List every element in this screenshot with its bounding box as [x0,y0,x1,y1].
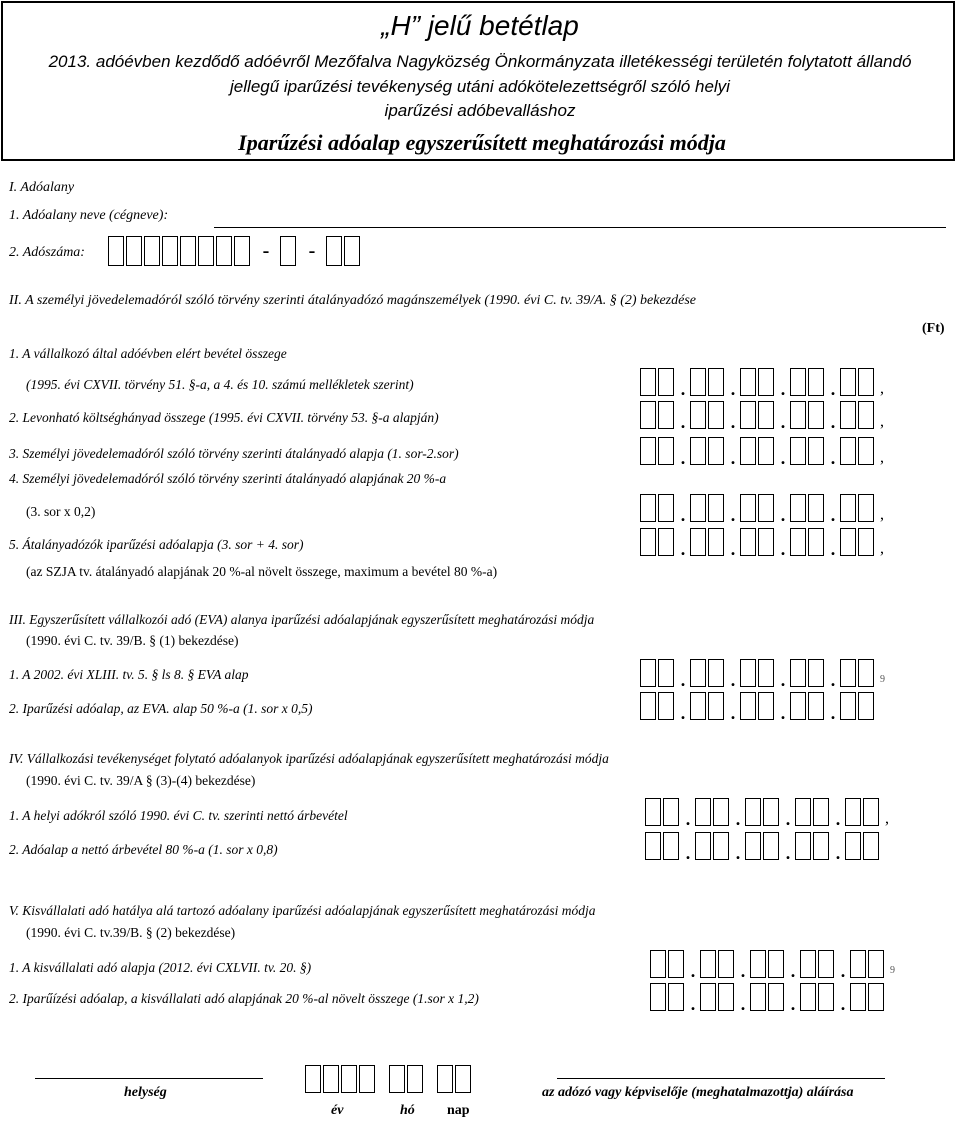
tax-id-digit-box[interactable] [216,236,232,266]
section-3-title: III. Egyszerűsített vállalkozói adó (EVA) alanya iparűzési adóalapjának egyszerűsített meghatározási módja [9,612,595,627]
amount-digit-box[interactable] [845,832,861,860]
thousands-separator: . [830,505,836,525]
decimal-comma: , [885,810,889,827]
amount-digit-box[interactable] [658,401,674,429]
amount-digit-box[interactable] [668,950,684,978]
thousands-separator: . [730,448,736,468]
thousands-separator: . [680,379,686,399]
tax-id-label: 2. Adószáma: [9,245,85,260]
amount-digit-box[interactable] [768,983,784,1011]
taxpayer-name-label: 1. Adóalany neve (cégneve): [9,208,169,223]
decimal-comma: , [880,506,884,523]
amount-digit-box[interactable] [790,528,806,556]
thousands-separator: . [740,961,746,981]
amount-digit-box[interactable] [858,659,874,687]
thousands-separator: . [830,703,836,723]
amount-digit-box[interactable] [790,368,806,396]
thousands-separator: . [735,809,741,829]
amount-digit-box[interactable] [818,983,834,1011]
thousands-separator: . [785,809,791,829]
amount-digit-box[interactable] [758,494,774,522]
year-digit-box[interactable] [341,1065,357,1093]
amount-digit-box[interactable] [650,983,666,1011]
thousands-separator: . [785,843,791,863]
thousands-separator: . [840,994,846,1014]
amount-digit-box[interactable] [740,368,756,396]
s3-row-2-amount[interactable] [640,692,876,723]
s5-row-1-label: 1. A kisvállalati adó alapja (2012. évi CXLVII. tv. 20. §) [9,960,312,975]
amount-digit-box[interactable] [868,950,884,978]
year-digit-box[interactable] [359,1065,375,1093]
amount-digit-box[interactable] [640,528,656,556]
s2-row-3-amount[interactable] [640,437,884,468]
year-label: év [331,1103,344,1118]
place-field[interactable] [35,1078,263,1079]
s5-row-1-amount[interactable] [650,950,895,981]
amount-digit-box[interactable] [858,401,874,429]
tax-id-digit-box[interactable] [326,236,342,266]
amount-digit-box[interactable] [708,528,724,556]
decimal-comma: , [880,380,884,397]
amount-digit-box[interactable] [740,659,756,687]
s2-row-1-note: (1995. évi CXVII. törvény 51. §-a, a 4. és 10. számú mellékletek szerint) [26,377,414,392]
thousands-separator: . [790,961,796,981]
tax-id-dash: - [308,239,316,262]
header-line-2: jellegű iparűzési tevékenység utáni adókötelezettségről szóló helyi [230,77,730,96]
s2-row-4-note: (3. sor x 0,2) [26,504,96,519]
tax-id-digit-box[interactable] [180,236,196,266]
amount-digit-box[interactable] [840,437,856,465]
thousands-separator: . [730,670,736,690]
amount-digit-box[interactable] [818,950,834,978]
s2-row-5-label: 5. Átalányadózók iparűzési adóalapja (3. sor + 4. sor) [9,537,304,552]
tax-id-digit-box[interactable] [162,236,178,266]
currency-unit: (Ft) [922,321,945,336]
signature-field[interactable] [557,1078,885,1079]
amount-digit-box[interactable] [845,798,861,826]
s2-row-1-label: 1. A vállalkozó által adóévben elért bevétel összege [9,346,287,361]
amount-digit-box[interactable] [740,692,756,720]
date-boxes[interactable] [305,1065,473,1093]
decimal-comma: , [880,449,884,466]
amount-digit-box[interactable] [658,528,674,556]
thousands-separator: . [730,505,736,525]
amount-digit-box[interactable] [713,832,729,860]
amount-digit-box[interactable] [868,983,884,1011]
amount-digit-box[interactable] [790,659,806,687]
thousands-separator: . [680,505,686,525]
thousands-separator: . [740,994,746,1014]
amount-digit-box[interactable] [763,798,779,826]
amount-digit-box[interactable] [650,950,666,978]
amount-digit-box[interactable] [808,528,824,556]
thousands-separator: . [780,539,786,559]
day-label: nap [447,1103,470,1118]
tax-id-digit-box[interactable] [126,236,142,266]
s2-row-4-label: 4. Személyi jövedelemadóról szóló törvény szerinti átalányadó alapjának 20 %-a [9,471,447,486]
s3-row-1-label: 1. A 2002. évi XLIII. tv. 5. § ls 8. § EVA alap [9,667,249,682]
amount-digit-box[interactable] [658,659,674,687]
amount-digit-box[interactable] [645,832,661,860]
amount-digit-box[interactable] [813,832,829,860]
month-label: hó [400,1103,415,1118]
amount-digit-box[interactable] [658,692,674,720]
amount-digit-box[interactable] [840,659,856,687]
amount-digit-box[interactable] [808,692,824,720]
thousands-separator: . [730,703,736,723]
section-4-title: IV. Vállalkozási tevékenységet folytató adóalanyok iparűzési adóalapjának egyszerűsített meghatározási módja [9,751,609,766]
amount-digit-box[interactable] [640,368,656,396]
s2-row-4-amount[interactable] [640,494,884,525]
thousands-separator: . [830,412,836,432]
thousands-separator: . [730,412,736,432]
tax-id-boxes[interactable] [108,236,362,266]
thousands-separator: . [835,843,841,863]
s4-row-1-amount[interactable] [645,798,889,829]
thousands-separator: . [780,379,786,399]
amount-digit-box[interactable] [858,368,874,396]
amount-digit-box[interactable] [858,437,874,465]
amount-digit-box[interactable] [850,950,866,978]
amount-digit-box[interactable] [795,832,811,860]
form-title: „H” jelű betétlap [381,10,579,41]
s4-row-2-amount[interactable] [645,832,881,863]
tax-id-digit-box[interactable] [344,236,360,266]
thousands-separator: . [680,448,686,468]
amount-digit-box[interactable] [658,494,674,522]
amount-digit-box[interactable] [695,798,711,826]
section-4-subtitle: (1990. évi C. tv. 39/A § (3)-(4) bekezdése) [26,773,256,788]
thousands-separator: . [830,379,836,399]
amount-digit-box[interactable] [668,983,684,1011]
tax-id-digit-box[interactable] [234,236,250,266]
amount-digit-box[interactable] [708,437,724,465]
section-5-title: V. Kisvállalati adó hatálya alá tartozó adóalany iparűzési adóalapjának egyszerűsített meghatározási módja [9,903,596,918]
s2-row-5-amount[interactable] [640,528,884,559]
amount-digit-box[interactable] [800,983,816,1011]
amount-digit-box[interactable] [790,692,806,720]
amount-digit-box[interactable] [858,494,874,522]
amount-digit-box[interactable] [808,368,824,396]
end-mark: 9 [890,965,895,976]
amount-digit-box[interactable] [758,659,774,687]
amount-digit-box[interactable] [663,832,679,860]
thousands-separator: . [780,670,786,690]
thousands-separator: . [780,448,786,468]
amount-digit-box[interactable] [740,401,756,429]
amount-digit-box[interactable] [700,950,716,978]
place-label: helység [124,1085,167,1100]
amount-digit-box[interactable] [708,401,724,429]
section-1-title: I. Adóalany [9,180,75,195]
amount-digit-box[interactable] [808,437,824,465]
thousands-separator: . [690,961,696,981]
day-digit-box[interactable] [455,1065,471,1093]
amount-digit-box[interactable] [708,494,724,522]
tax-id-digit-box[interactable] [108,236,124,266]
s3-row-1-amount[interactable] [640,659,885,690]
end-mark: 9 [880,674,885,685]
thousands-separator: . [830,670,836,690]
amount-digit-box[interactable] [708,659,724,687]
thousands-separator: . [835,809,841,829]
s2-row-2-label: 2. Levonható költséghányad összege (1995. évi CXVII. törvény 53. §-a alapján) [9,410,439,425]
thousands-separator: . [680,539,686,559]
month-digit-box[interactable] [407,1065,423,1093]
amount-digit-box[interactable] [758,401,774,429]
amount-digit-box[interactable] [645,798,661,826]
amount-digit-box[interactable] [840,368,856,396]
s2-row-2-amount[interactable] [640,401,884,432]
amount-digit-box[interactable] [708,692,724,720]
thousands-separator: . [690,994,696,1014]
thousands-separator: . [780,412,786,432]
amount-digit-box[interactable] [640,494,656,522]
tax-id-digit-box[interactable] [144,236,160,266]
header-line-3: iparűzési adóbevalláshoz [384,101,576,120]
amount-digit-box[interactable] [813,798,829,826]
tax-id-dash: - [262,239,270,262]
amount-digit-box[interactable] [795,798,811,826]
s2-row-3-label: 3. Személyi jövedelemadóról szóló törvény szerinti átalányadó alapja (1. sor-2.sor) [9,446,459,461]
amount-digit-box[interactable] [745,798,761,826]
year-digit-box[interactable] [305,1065,321,1093]
amount-digit-box[interactable] [718,983,734,1011]
thousands-separator: . [735,843,741,863]
thousands-separator: . [780,505,786,525]
amount-digit-box[interactable] [740,494,756,522]
amount-digit-box[interactable] [718,950,734,978]
day-digit-box[interactable] [437,1065,453,1093]
amount-digit-box[interactable] [840,494,856,522]
amount-digit-box[interactable] [758,368,774,396]
amount-digit-box[interactable] [690,659,706,687]
year-digit-box[interactable] [323,1065,339,1093]
thousands-separator: . [680,703,686,723]
amount-digit-box[interactable] [745,832,761,860]
amount-digit-box[interactable] [750,950,766,978]
amount-digit-box[interactable] [690,401,706,429]
s4-row-2-label: 2. Adóalap a nettó árbevétel 80 %-a (1. sor x 0,8) [9,842,278,857]
amount-digit-box[interactable] [690,494,706,522]
amount-digit-box[interactable] [750,983,766,1011]
amount-digit-box[interactable] [808,659,824,687]
amount-digit-box[interactable] [640,437,656,465]
amount-digit-box[interactable] [858,692,874,720]
amount-digit-box[interactable] [790,437,806,465]
amount-digit-box[interactable] [790,494,806,522]
s3-row-2-label: 2. Iparűzési adóalap, az EVA. alap 50 %-a (1. sor x 0,5) [9,701,313,716]
s4-row-1-label: 1. A helyi adókról szóló 1990. évi C. tv. szerinti nettó árbevétel [9,808,348,823]
amount-digit-box[interactable] [758,692,774,720]
thousands-separator: . [830,539,836,559]
amount-digit-box[interactable] [658,368,674,396]
amount-digit-box[interactable] [763,832,779,860]
thousands-separator: . [685,809,691,829]
amount-digit-box[interactable] [863,832,879,860]
thousands-separator: . [685,843,691,863]
amount-digit-box[interactable] [840,528,856,556]
amount-digit-box[interactable] [863,798,879,826]
amount-digit-box[interactable] [758,437,774,465]
amount-digit-box[interactable] [808,494,824,522]
amount-digit-box[interactable] [758,528,774,556]
section-3-subtitle: (1990. évi C. tv. 39/B. § (1) bekezdése) [26,633,239,648]
s2-row-1-amount[interactable] [640,368,884,399]
thousands-separator: . [730,379,736,399]
thousands-separator: . [680,670,686,690]
amount-digit-box[interactable] [840,401,856,429]
decimal-comma: , [880,540,884,557]
amount-digit-box[interactable] [640,659,656,687]
amount-digit-box[interactable] [663,798,679,826]
thousands-separator: . [730,539,736,559]
amount-digit-box[interactable] [740,437,756,465]
amount-digit-box[interactable] [850,983,866,1011]
amount-digit-box[interactable] [640,692,656,720]
amount-digit-box[interactable] [690,437,706,465]
signature-label: az adózó vagy képviselője (meghatalmazottja) aláírása [542,1085,854,1100]
amount-digit-box[interactable] [858,528,874,556]
month-digit-box[interactable] [389,1065,405,1093]
taxpayer-name-field[interactable] [214,227,946,228]
amount-digit-box[interactable] [840,692,856,720]
amount-digit-box[interactable] [695,832,711,860]
header-line-1: 2013. adóévben kezdődő adóévről Mezőfalva Nagyközség Önkormányzata illetékességi területén folytatott állandó [48,52,912,71]
thousands-separator: . [780,703,786,723]
thousands-separator: . [840,961,846,981]
amount-digit-box[interactable] [640,401,656,429]
amount-digit-box[interactable] [708,368,724,396]
amount-digit-box[interactable] [690,368,706,396]
section-2-title: II. A személyi jövedelemadóról szóló törvény szerinti átalányadózó magánszemélyek (1990. évi C. tv. 39/A. § (2) bekezdése [9,293,697,308]
amount-digit-box[interactable] [740,528,756,556]
amount-digit-box[interactable] [690,692,706,720]
thousands-separator: . [830,448,836,468]
amount-digit-box[interactable] [800,950,816,978]
amount-digit-box[interactable] [690,528,706,556]
amount-digit-box[interactable] [700,983,716,1011]
amount-digit-box[interactable] [713,798,729,826]
amount-digit-box[interactable] [658,437,674,465]
amount-digit-box[interactable] [808,401,824,429]
tax-id-digit-box[interactable] [198,236,214,266]
form-subtitle: Iparűzési adóalap egyszerűsített meghatározási módja [238,130,726,155]
tax-id-digit-box[interactable] [280,236,296,266]
thousands-separator: . [680,412,686,432]
section-5-subtitle: (1990. évi C. tv.39/B. § (2) bekezdése) [26,925,236,940]
thousands-separator: . [790,994,796,1014]
s5-row-2-amount[interactable] [650,983,886,1014]
s2-row-5-note: (az SZJA tv. átalányadó alapjának 20 %-al növelt összege, maximum a bevétel 80 %-a) [26,564,498,579]
amount-digit-box[interactable] [768,950,784,978]
decimal-comma: , [880,413,884,430]
s5-row-2-label: 2. Iparűízési adóalap, a kisvállalati adó alapjának 20 %-al növelt összege (1.sor x 1,2) [9,991,479,1006]
amount-digit-box[interactable] [790,401,806,429]
